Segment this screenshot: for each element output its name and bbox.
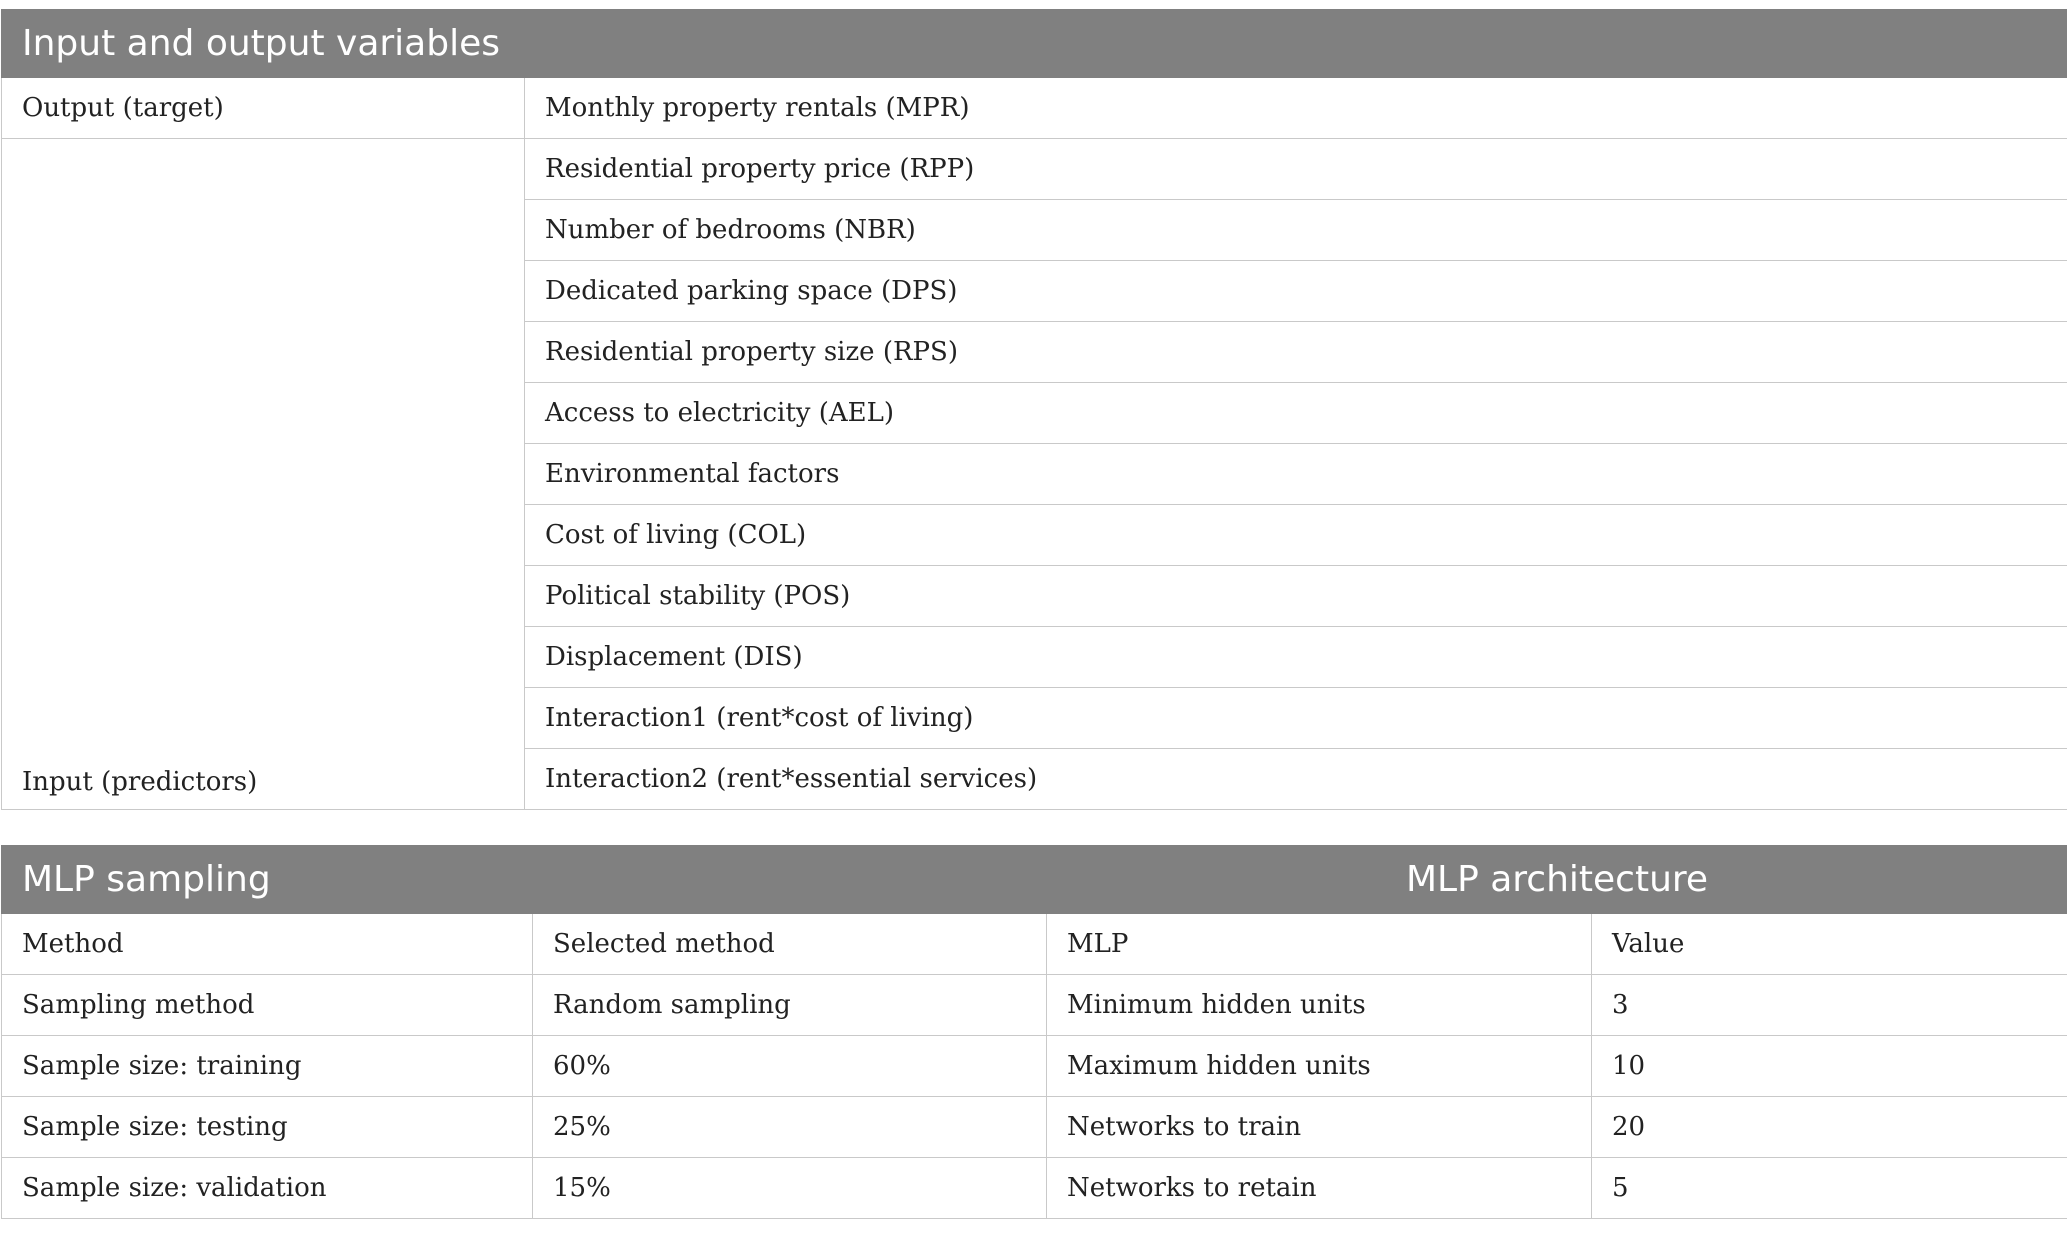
column-header-mlp: MLP [1047, 914, 1592, 975]
mlp-sampling-header: MLP sampling [2, 846, 1047, 914]
mlp-header-row [2, 846, 2067, 914]
table-row [2, 1158, 2067, 1219]
sampling-method-cell: Sample size: testing [2, 1097, 533, 1158]
input-value: Environmental factors [525, 444, 2067, 505]
mlp-table [1, 845, 2067, 1219]
input-value: Number of bedrooms (NBR) [525, 200, 2067, 261]
mlp-value-cell: 5 [1592, 1158, 2067, 1219]
selected-method-cell: 60% [533, 1036, 1047, 1097]
output-label: Output (target) [2, 78, 525, 139]
sampling-method-cell: Sample size: validation [2, 1158, 533, 1219]
input-value: Displacement (DIS) [525, 627, 2067, 688]
mlp-value-cell: 20 [1592, 1097, 2067, 1158]
mlp-value-cell: 10 [1592, 1036, 2067, 1097]
table-row [2, 1036, 2067, 1097]
column-header-method: Method [2, 914, 533, 975]
column-header-row [2, 914, 2067, 975]
input-value: Access to electricity (AEL) [525, 383, 2067, 444]
column-header-selected-method: Selected method [533, 914, 1047, 975]
table-row [2, 139, 2067, 200]
input-value: Interaction2 (rent*essential services) [525, 749, 2067, 810]
sampling-method-cell: Sample size: training [2, 1036, 533, 1097]
selected-method-cell: Random sampling [533, 975, 1047, 1036]
input-value: Interaction1 (rent*cost of living) [525, 688, 2067, 749]
input-value: Political stability (POS) [525, 566, 2067, 627]
variables-header-row [2, 10, 2067, 78]
selected-method-cell: 15% [533, 1158, 1047, 1219]
input-value: Cost of living (COL) [525, 505, 2067, 566]
input-value: Residential property price (RPP) [525, 139, 2067, 200]
input-value: Residential property size (RPS) [525, 322, 2067, 383]
table-row [2, 1097, 2067, 1158]
column-header-value: Value [1592, 914, 2067, 975]
variables-table-header: Input and output variables [2, 10, 2067, 78]
sampling-method-cell: Sampling method [2, 975, 533, 1036]
mlp-parameter-cell: Networks to retain [1047, 1158, 1592, 1219]
mlp-architecture-header: MLP architecture [1047, 846, 2067, 914]
mlp-parameter-cell: Minimum hidden units [1047, 975, 1592, 1036]
selected-method-cell: 25% [533, 1097, 1047, 1158]
mlp-parameter-cell: Maximum hidden units [1047, 1036, 1592, 1097]
mlp-value-cell: 3 [1592, 975, 2067, 1036]
input-label: Input (predictors) [2, 139, 525, 810]
input-value: Dedicated parking space (DPS) [525, 261, 2067, 322]
mlp-parameter-cell: Networks to train [1047, 1097, 1592, 1158]
variables-table [1, 9, 2067, 810]
table-row [2, 78, 2067, 139]
table-row [2, 975, 2067, 1036]
output-value: Monthly property rentals (MPR) [525, 78, 2067, 139]
